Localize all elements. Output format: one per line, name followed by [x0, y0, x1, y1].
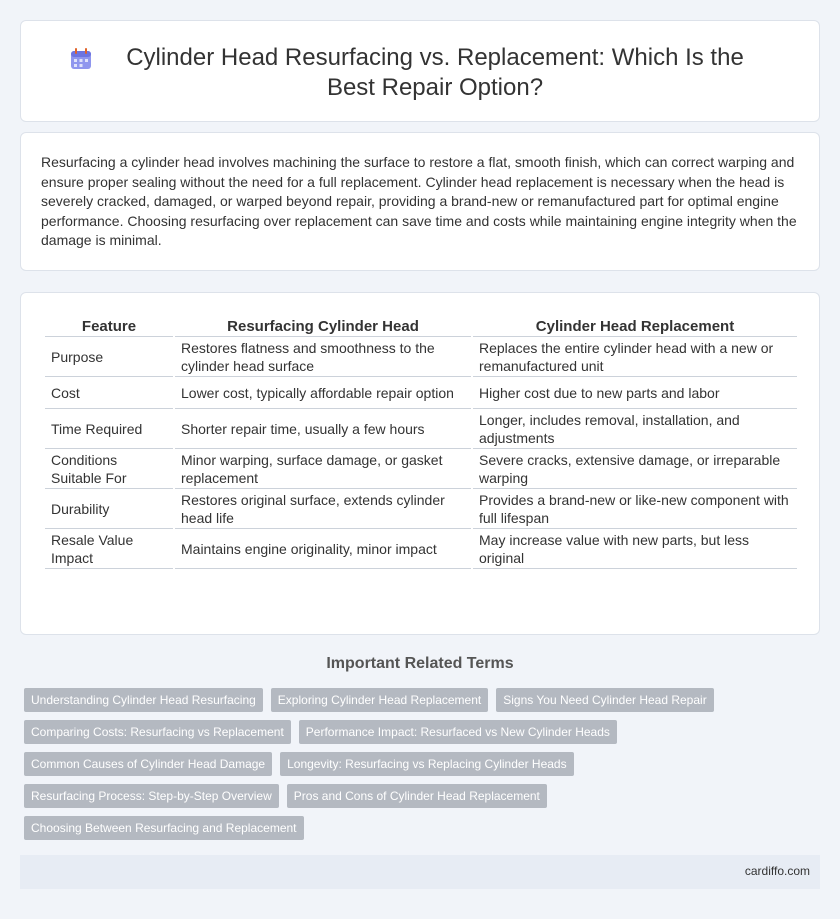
row-feature: Time Required: [45, 409, 173, 449]
tag-row: [24, 752, 824, 776]
tag-row: [24, 720, 824, 744]
related-term-link[interactable]: Exploring Cylinder Head Replacement: [271, 688, 488, 712]
related-term-link[interactable]: Longevity: Resurfacing vs Replacing Cylinder Heads: [280, 752, 573, 776]
table-header-row: [45, 315, 797, 337]
intro-paragraph: Resurfacing a cylinder head involves machining the surface to restore a flat, smooth finish, which can correct warping and ensure proper sealing without the need for a full replacement. Cylinder head replacement is necessary when the head is severely cracked, damaged, or warped beyond repair, providing a brand-new or remanufactured part for optimal engine performance. Choosing resurfacing over replacement can save time and costs while maintaining engine integrity when the damage is minimal.: [41, 154, 797, 249]
header-feature: Feature: [45, 315, 173, 337]
related-term-link[interactable]: Performance Impact: Resurfaced vs New Cylinder Heads: [299, 720, 617, 744]
intro-card: [20, 132, 820, 271]
table-row: [45, 409, 797, 449]
related-term-link[interactable]: Understanding Cylinder Head Resurfacing: [24, 688, 263, 712]
related-term-link[interactable]: Resurfacing Process: Step-by-Step Overview: [24, 784, 279, 808]
table-row: [45, 449, 797, 489]
page-title: Cylinder Head Resurfacing vs. Replacement: Which Is the Best Repair Option?: [126, 44, 744, 101]
title-card: [20, 20, 820, 122]
comparison-table-card: [20, 292, 820, 635]
row-resurfacing: Restores flatness and smoothness to the cylinder head surface: [175, 337, 471, 377]
tag-row: [24, 784, 824, 808]
tag-row: [24, 816, 824, 840]
row-feature: Cost: [45, 377, 173, 409]
row-feature: Resale Value Impact: [45, 529, 173, 569]
row-replacement: May increase value with new parts, but less original: [473, 529, 797, 569]
row-replacement: Higher cost due to new parts and labor: [473, 377, 797, 409]
comparison-table: [43, 315, 799, 569]
row-feature: Purpose: [45, 337, 173, 377]
related-term-link[interactable]: Choosing Between Resurfacing and Replacement: [24, 816, 304, 840]
related-term-link[interactable]: Signs You Need Cylinder Head Repair: [496, 688, 713, 712]
row-resurfacing: Shorter repair time, usually a few hours: [175, 409, 471, 449]
table-row: [45, 377, 797, 409]
row-feature: Conditions Suitable For: [45, 449, 173, 489]
header-replacement: Cylinder Head Replacement: [473, 315, 797, 337]
footer-site-name: cardiffo.com: [744, 864, 810, 878]
table-row: [45, 529, 797, 569]
related-terms-list: [24, 688, 824, 848]
related-term-link[interactable]: Comparing Costs: Resurfacing vs Replacement: [24, 720, 291, 744]
tag-row: [24, 688, 824, 712]
row-replacement: Replaces the entire cylinder head with a new or remanufactured unit: [473, 337, 797, 377]
table-row: [45, 489, 797, 529]
row-resurfacing: Minor warping, surface damage, or gasket replacement: [175, 449, 471, 489]
row-resurfacing: Lower cost, typically affordable repair option: [175, 377, 471, 409]
header-resurfacing: Resurfacing Cylinder Head: [175, 315, 471, 337]
row-resurfacing: Restores original surface, extends cylinder head life: [175, 489, 471, 529]
related-terms-heading: Important Related Terms: [326, 655, 514, 672]
footer: [20, 855, 820, 889]
row-replacement: Severe cracks, extensive damage, or irreparable warping: [473, 449, 797, 489]
row-feature: Durability: [45, 489, 173, 529]
related-term-link[interactable]: Common Causes of Cylinder Head Damage: [24, 752, 272, 776]
row-replacement: Provides a brand-new or like-new component with full lifespan: [473, 489, 797, 529]
row-replacement: Longer, includes removal, installation, and adjustments: [473, 409, 797, 449]
related-term-link[interactable]: Pros and Cons of Cylinder Head Replacement: [287, 784, 547, 808]
table-row: [45, 337, 797, 377]
row-resurfacing: Maintains engine originality, minor impact: [175, 529, 471, 569]
